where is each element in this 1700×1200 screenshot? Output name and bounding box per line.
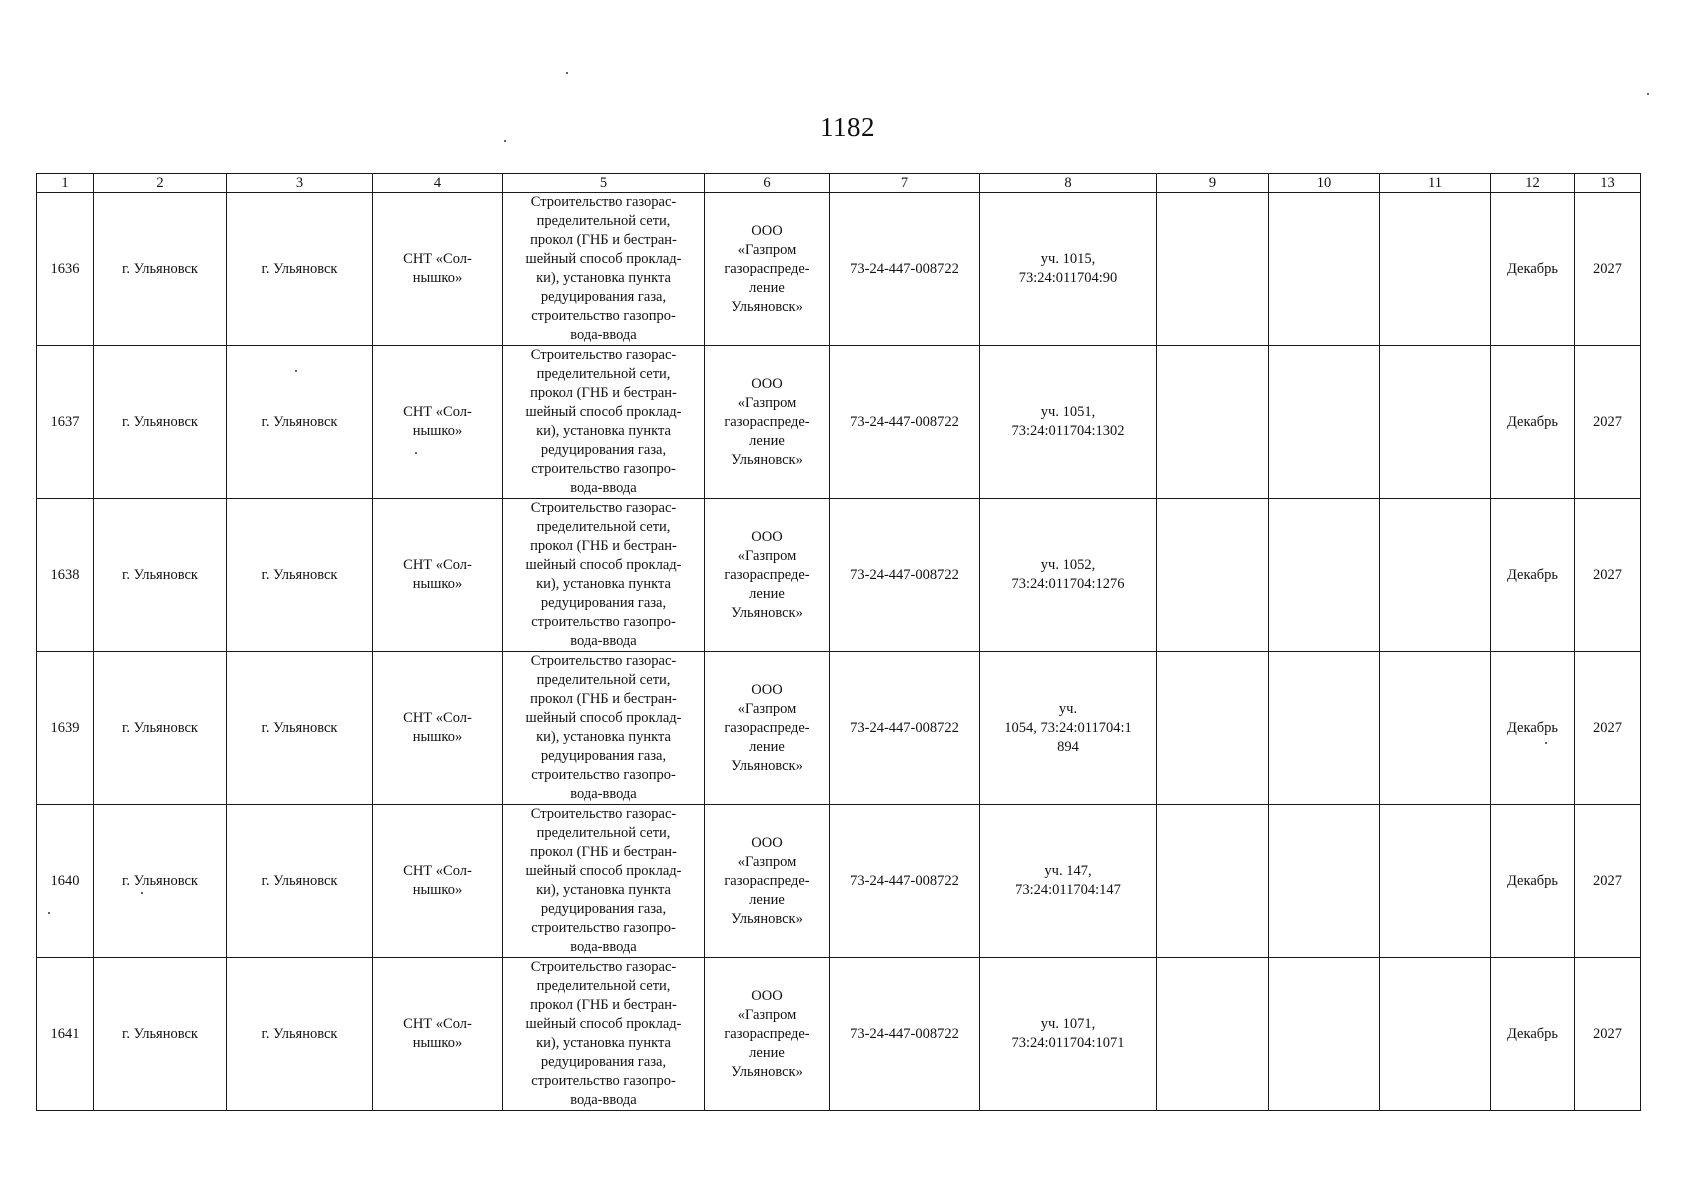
parcel-info: уч. 1015, 73:24:011704:90: [980, 193, 1157, 346]
municipality: г. Ульяновск: [94, 193, 227, 346]
column-9-cell: [1157, 499, 1269, 652]
organization: ООО «Газпром газораспреде- ление Ульяновск»: [705, 346, 830, 499]
table-row: [37, 805, 1641, 958]
month: Декабрь: [1491, 805, 1575, 958]
row-number: 1638: [37, 499, 94, 652]
year: 2027: [1575, 805, 1641, 958]
parcel-info: уч. 1052, 73:24:011704:1276: [980, 499, 1157, 652]
scan-speck: [566, 72, 568, 74]
row-number: 1637: [37, 346, 94, 499]
column-number: 11: [1380, 174, 1491, 193]
column-number: 2: [94, 174, 227, 193]
table-row: [37, 193, 1641, 346]
parcel-info: уч. 1071, 73:24:011704:1071: [980, 958, 1157, 1111]
municipality: г. Ульяновск: [94, 346, 227, 499]
scan-speck: [1647, 93, 1649, 95]
column-number: 1: [37, 174, 94, 193]
municipality: г. Ульяновск: [94, 805, 227, 958]
row-number: 1636: [37, 193, 94, 346]
settlement: г. Ульяновск: [227, 499, 373, 652]
work-description: Строительство газорас- пределительной сети, прокол (ГНБ и бестран- шейный способ проклад- ки), установка пункта редуцирования газа, строительство газопро- вода-ввода: [503, 805, 705, 958]
organization: ООО «Газпром газораспреде- ление Ульяновск»: [705, 499, 830, 652]
organization: ООО «Газпром газораспреде- ление Ульяновск»: [705, 958, 830, 1111]
column-11-cell: [1380, 346, 1491, 499]
program-code: 73-24-447-008722: [830, 805, 980, 958]
territory-name: СНТ «Сол- нышко»: [373, 652, 503, 805]
territory-name: СНТ «Сол- нышко»: [373, 346, 503, 499]
month: Декабрь: [1491, 346, 1575, 499]
municipality: г. Ульяновск: [94, 958, 227, 1111]
row-number: 1640: [37, 805, 94, 958]
scan-speck: [504, 140, 506, 142]
column-10-cell: [1269, 193, 1380, 346]
column-10-cell: [1269, 958, 1380, 1111]
column-number: 8: [980, 174, 1157, 193]
organization: ООО «Газпром газораспреде- ление Ульяновск»: [705, 805, 830, 958]
row-number: 1639: [37, 652, 94, 805]
table-row: [37, 958, 1641, 1111]
year: 2027: [1575, 652, 1641, 805]
program-code: 73-24-447-008722: [830, 193, 980, 346]
row-number: 1641: [37, 958, 94, 1111]
organization: ООО «Газпром газораспреде- ление Ульяновск»: [705, 652, 830, 805]
column-number: 12: [1491, 174, 1575, 193]
year: 2027: [1575, 346, 1641, 499]
settlement: г. Ульяновск: [227, 652, 373, 805]
month: Декабрь: [1491, 958, 1575, 1111]
territory-name: СНТ «Сол- нышко»: [373, 805, 503, 958]
column-number: 4: [373, 174, 503, 193]
municipality: г. Ульяновск: [94, 652, 227, 805]
work-description: Строительство газорас- пределительной сети, прокол (ГНБ и бестран- шейный способ проклад- ки), установка пункта редуцирования газа, строительство газопро- вода-ввода: [503, 652, 705, 805]
table-row: [37, 652, 1641, 805]
municipality: г. Ульяновск: [94, 499, 227, 652]
column-number-row: [37, 174, 1641, 193]
month: Декабрь: [1491, 652, 1575, 805]
column-11-cell: [1380, 958, 1491, 1111]
registry-table: [36, 173, 1641, 1111]
territory-name: СНТ «Сол- нышко»: [373, 193, 503, 346]
year: 2027: [1575, 193, 1641, 346]
column-11-cell: [1380, 193, 1491, 346]
program-code: 73-24-447-008722: [830, 958, 980, 1111]
column-11-cell: [1380, 499, 1491, 652]
column-11-cell: [1380, 652, 1491, 805]
table-row: [37, 346, 1641, 499]
program-code: 73-24-447-008722: [830, 499, 980, 652]
column-number: 7: [830, 174, 980, 193]
page-number: 1182: [820, 112, 875, 142]
work-description: Строительство газорас- пределительной сети, прокол (ГНБ и бестран- шейный способ проклад- ки), установка пункта редуцирования газа, строительство газопро- вода-ввода: [503, 499, 705, 652]
territory-name: СНТ «Сол- нышко»: [373, 499, 503, 652]
year: 2027: [1575, 499, 1641, 652]
program-code: 73-24-447-008722: [830, 652, 980, 805]
settlement: г. Ульяновск: [227, 193, 373, 346]
month: Декабрь: [1491, 193, 1575, 346]
column-9-cell: [1157, 652, 1269, 805]
column-9-cell: [1157, 346, 1269, 499]
settlement: г. Ульяновск: [227, 958, 373, 1111]
organization: ООО «Газпром газораспреде- ление Ульяновск»: [705, 193, 830, 346]
column-number: 5: [503, 174, 705, 193]
column-10-cell: [1269, 652, 1380, 805]
column-number: 13: [1575, 174, 1641, 193]
column-10-cell: [1269, 346, 1380, 499]
column-10-cell: [1269, 499, 1380, 652]
column-number: 6: [705, 174, 830, 193]
table-row: [37, 499, 1641, 652]
parcel-info: уч. 1051, 73:24:011704:1302: [980, 346, 1157, 499]
column-10-cell: [1269, 805, 1380, 958]
column-9-cell: [1157, 805, 1269, 958]
work-description: Строительство газорас- пределительной сети, прокол (ГНБ и бестран- шейный способ проклад- ки), установка пункта редуцирования газа, строительство газопро- вода-ввода: [503, 958, 705, 1111]
settlement: г. Ульяновск: [227, 346, 373, 499]
month: Декабрь: [1491, 499, 1575, 652]
parcel-info: уч. 1054, 73:24:011704:1 894: [980, 652, 1157, 805]
column-11-cell: [1380, 805, 1491, 958]
column-number: 9: [1157, 174, 1269, 193]
parcel-info: уч. 147, 73:24:011704:147: [980, 805, 1157, 958]
program-code: 73-24-447-008722: [830, 346, 980, 499]
column-number: 3: [227, 174, 373, 193]
column-9-cell: [1157, 958, 1269, 1111]
settlement: г. Ульяновск: [227, 805, 373, 958]
column-9-cell: [1157, 193, 1269, 346]
work-description: Строительство газорас- пределительной сети, прокол (ГНБ и бестран- шейный способ проклад- ки), установка пункта редуцирования газа, строительство газопро- вода-ввода: [503, 193, 705, 346]
year: 2027: [1575, 958, 1641, 1111]
column-number: 10: [1269, 174, 1380, 193]
territory-name: СНТ «Сол- нышко»: [373, 958, 503, 1111]
work-description: Строительство газорас- пределительной сети, прокол (ГНБ и бестран- шейный способ проклад- ки), установка пункта редуцирования газа, строительство газопро- вода-ввода: [503, 346, 705, 499]
